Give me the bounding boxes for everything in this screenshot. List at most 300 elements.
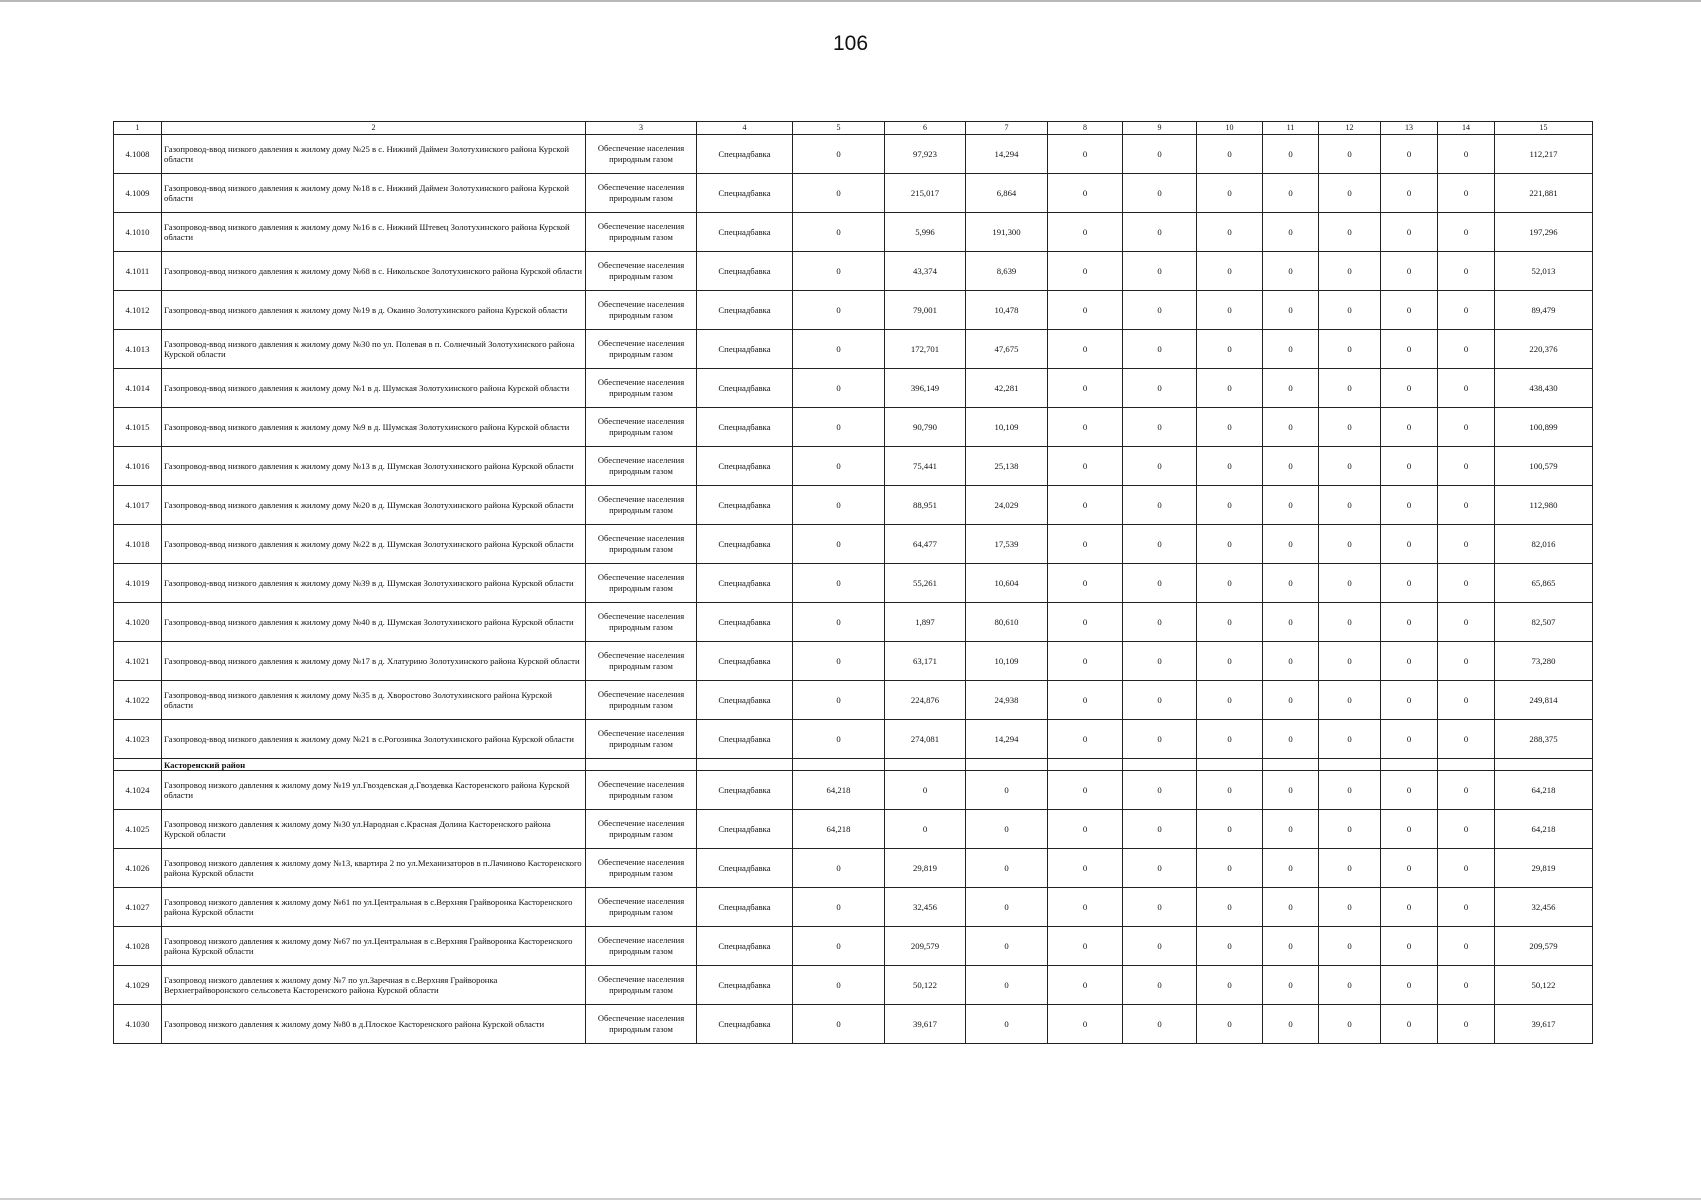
value-cell-12: 0 [1319, 408, 1381, 447]
value-cell-6: 88,951 [885, 486, 966, 525]
value-cell-8: 0 [1048, 810, 1123, 849]
value-cell-13: 0 [1381, 681, 1438, 720]
value-cell-11: 0 [1263, 720, 1319, 759]
value-cell-7: 24,029 [966, 486, 1048, 525]
column-number-header-row [114, 122, 1593, 135]
table-row [114, 888, 1593, 927]
value-cell-7: 10,109 [966, 642, 1048, 681]
value-cell-13: 0 [1381, 564, 1438, 603]
purpose-cell: Обеспечение населения природным газом [586, 525, 697, 564]
total-cell: 52,013 [1495, 252, 1593, 291]
value-cell-7: 25,138 [966, 447, 1048, 486]
description-cell: Газопровод-ввод низкого давления к жилому дому №18 в с. Нижний Даймен Золотухинского района Курской области [162, 174, 586, 213]
funding-source-cell: Спецнадбавка [697, 966, 793, 1005]
value-cell-8: 0 [1048, 1005, 1123, 1044]
value-cell-12: 0 [1319, 849, 1381, 888]
value-cell-5: 0 [793, 408, 885, 447]
row-id-cell: 4.1015 [114, 408, 162, 447]
value-cell-8: 0 [1048, 927, 1123, 966]
value-cell-10: 0 [1197, 603, 1263, 642]
column-header-13: 13 [1381, 122, 1438, 135]
section-empty-cell [697, 759, 793, 771]
column-header-4: 4 [697, 122, 793, 135]
value-cell-11: 0 [1263, 603, 1319, 642]
value-cell-11: 0 [1263, 291, 1319, 330]
description-cell: Газопровод-ввод низкого давления к жилому дому №68 в с. Никольское Золотухинского района Курской области [162, 252, 586, 291]
value-cell-7: 8,639 [966, 252, 1048, 291]
value-cell-7: 0 [966, 771, 1048, 810]
value-cell-14: 0 [1438, 174, 1495, 213]
value-cell-10: 0 [1197, 564, 1263, 603]
row-id-cell: 4.1016 [114, 447, 162, 486]
section-empty-cell [1438, 759, 1495, 771]
value-cell-7: 10,478 [966, 291, 1048, 330]
value-cell-6: 97,923 [885, 135, 966, 174]
value-cell-9: 0 [1123, 849, 1197, 888]
description-cell: Газопровод низкого давления к жилому дому №61 по ул.Центральная в с.Верхняя Грайворонка Касторенского района Курской области [162, 888, 586, 927]
section-empty-cell [1123, 759, 1197, 771]
value-cell-14: 0 [1438, 369, 1495, 408]
value-cell-11: 0 [1263, 525, 1319, 564]
value-cell-5: 0 [793, 966, 885, 1005]
value-cell-9: 0 [1123, 720, 1197, 759]
value-cell-9: 0 [1123, 291, 1197, 330]
value-cell-8: 0 [1048, 888, 1123, 927]
row-id-cell: 4.1025 [114, 810, 162, 849]
value-cell-6: 32,456 [885, 888, 966, 927]
value-cell-10: 0 [1197, 771, 1263, 810]
column-header-2: 2 [162, 122, 586, 135]
section-empty-cell [793, 759, 885, 771]
value-cell-12: 0 [1319, 447, 1381, 486]
total-cell: 100,899 [1495, 408, 1593, 447]
value-cell-8: 0 [1048, 603, 1123, 642]
total-cell: 197,296 [1495, 213, 1593, 252]
value-cell-6: 29,819 [885, 849, 966, 888]
value-cell-10: 0 [1197, 291, 1263, 330]
total-cell: 221,881 [1495, 174, 1593, 213]
funding-source-cell: Спецнадбавка [697, 720, 793, 759]
value-cell-9: 0 [1123, 213, 1197, 252]
table-row [114, 369, 1593, 408]
value-cell-5: 0 [793, 525, 885, 564]
value-cell-5: 64,218 [793, 771, 885, 810]
table-row [114, 564, 1593, 603]
value-cell-14: 0 [1438, 642, 1495, 681]
purpose-cell: Обеспечение населения природным газом [586, 135, 697, 174]
value-cell-5: 0 [793, 330, 885, 369]
value-cell-9: 0 [1123, 771, 1197, 810]
value-cell-14: 0 [1438, 135, 1495, 174]
funding-source-cell: Спецнадбавка [697, 642, 793, 681]
value-cell-5: 0 [793, 213, 885, 252]
total-cell: 39,617 [1495, 1005, 1593, 1044]
table-row [114, 213, 1593, 252]
purpose-cell: Обеспечение населения природным газом [586, 966, 697, 1005]
value-cell-8: 0 [1048, 291, 1123, 330]
value-cell-11: 0 [1263, 330, 1319, 369]
table-row [114, 291, 1593, 330]
value-cell-8: 0 [1048, 720, 1123, 759]
value-cell-11: 0 [1263, 927, 1319, 966]
value-cell-10: 0 [1197, 810, 1263, 849]
section-empty-cell [1381, 759, 1438, 771]
value-cell-12: 0 [1319, 174, 1381, 213]
purpose-cell: Обеспечение населения природным газом [586, 681, 697, 720]
value-cell-7: 80,610 [966, 603, 1048, 642]
value-cell-10: 0 [1197, 447, 1263, 486]
column-header-6: 6 [885, 122, 966, 135]
description-cell: Газопровод-ввод низкого давления к жилому дому №35 в д. Хворостово Золотухинского района Курской области [162, 681, 586, 720]
value-cell-8: 0 [1048, 330, 1123, 369]
description-cell: Газопровод-ввод низкого давления к жилому дому №9 в д. Шумская Золотухинского района Курской области [162, 408, 586, 447]
value-cell-5: 0 [793, 486, 885, 525]
row-id-cell: 4.1010 [114, 213, 162, 252]
purpose-cell: Обеспечение населения природным газом [586, 174, 697, 213]
value-cell-9: 0 [1123, 1005, 1197, 1044]
value-cell-13: 0 [1381, 174, 1438, 213]
row-id-cell: 4.1018 [114, 525, 162, 564]
value-cell-14: 0 [1438, 681, 1495, 720]
description-cell: Газопровод-ввод низкого давления к жилому дому №17 в д. Хлатурино Золотухинского района Курской области [162, 642, 586, 681]
value-cell-10: 0 [1197, 213, 1263, 252]
value-cell-6: 75,441 [885, 447, 966, 486]
value-cell-11: 0 [1263, 447, 1319, 486]
section-title: Касторенский район [162, 759, 586, 771]
funding-source-cell: Спецнадбавка [697, 603, 793, 642]
funding-source-cell: Спецнадбавка [697, 486, 793, 525]
value-cell-9: 0 [1123, 369, 1197, 408]
funding-source-cell: Спецнадбавка [697, 564, 793, 603]
value-cell-8: 0 [1048, 771, 1123, 810]
purpose-cell: Обеспечение населения природным газом [586, 603, 697, 642]
value-cell-7: 0 [966, 927, 1048, 966]
total-cell: 73,280 [1495, 642, 1593, 681]
value-cell-6: 5,996 [885, 213, 966, 252]
value-cell-9: 0 [1123, 603, 1197, 642]
value-cell-8: 0 [1048, 447, 1123, 486]
value-cell-6: 64,477 [885, 525, 966, 564]
section-empty-cell [1319, 759, 1381, 771]
value-cell-10: 0 [1197, 486, 1263, 525]
funding-source-cell: Спецнадбавка [697, 291, 793, 330]
column-header-11: 11 [1263, 122, 1319, 135]
value-cell-7: 0 [966, 888, 1048, 927]
value-cell-12: 0 [1319, 720, 1381, 759]
row-id-cell: 4.1017 [114, 486, 162, 525]
column-header-12: 12 [1319, 122, 1381, 135]
value-cell-13: 0 [1381, 408, 1438, 447]
purpose-cell: Обеспечение населения природным газом [586, 771, 697, 810]
funding-source-cell: Спецнадбавка [697, 213, 793, 252]
total-cell: 220,376 [1495, 330, 1593, 369]
table-row [114, 681, 1593, 720]
description-cell: Газопровод низкого давления к жилому дому №80 в д.Плоское Касторенского района Курской области [162, 1005, 586, 1044]
value-cell-13: 0 [1381, 966, 1438, 1005]
section-empty-cell [586, 759, 697, 771]
purpose-cell: Обеспечение населения природным газом [586, 291, 697, 330]
purpose-cell: Обеспечение населения природным газом [586, 330, 697, 369]
value-cell-10: 0 [1197, 966, 1263, 1005]
value-cell-13: 0 [1381, 135, 1438, 174]
row-id-cell: 4.1022 [114, 681, 162, 720]
value-cell-12: 0 [1319, 135, 1381, 174]
value-cell-6: 396,149 [885, 369, 966, 408]
total-cell: 64,218 [1495, 810, 1593, 849]
value-cell-7: 0 [966, 810, 1048, 849]
value-cell-14: 0 [1438, 810, 1495, 849]
description-cell: Газопровод низкого давления к жилому дому №7 по ул.Заречная в с.Верхняя Грайворонка Верхнеграйворонского сельсовета Касторенского района Курской области [162, 966, 586, 1005]
row-id-cell: 4.1027 [114, 888, 162, 927]
value-cell-7: 191,300 [966, 213, 1048, 252]
value-cell-11: 0 [1263, 1005, 1319, 1044]
value-cell-7: 14,294 [966, 135, 1048, 174]
table-row [114, 603, 1593, 642]
value-cell-9: 0 [1123, 966, 1197, 1005]
table-row [114, 252, 1593, 291]
table-row [114, 642, 1593, 681]
value-cell-14: 0 [1438, 213, 1495, 252]
value-cell-13: 0 [1381, 525, 1438, 564]
value-cell-10: 0 [1197, 888, 1263, 927]
value-cell-9: 0 [1123, 330, 1197, 369]
value-cell-13: 0 [1381, 642, 1438, 681]
value-cell-5: 0 [793, 681, 885, 720]
table-row [114, 1005, 1593, 1044]
value-cell-12: 0 [1319, 771, 1381, 810]
total-cell: 65,865 [1495, 564, 1593, 603]
value-cell-5: 0 [793, 1005, 885, 1044]
value-cell-10: 0 [1197, 408, 1263, 447]
value-cell-12: 0 [1319, 966, 1381, 1005]
description-cell: Газопровод-ввод низкого давления к жилому дому №25 в с. Нижний Даймен Золотухинского района Курской области [162, 135, 586, 174]
description-cell: Газопровод-ввод низкого давления к жилому дому №39 в д. Шумская Золотухинского района Курской области [162, 564, 586, 603]
table-body [114, 135, 1593, 1044]
description-cell: Газопровод-ввод низкого давления к жилому дому №16 в с. Нижний Штевец Золотухинского района Курской области [162, 213, 586, 252]
value-cell-10: 0 [1197, 525, 1263, 564]
funding-source-cell: Спецнадбавка [697, 681, 793, 720]
total-cell: 29,819 [1495, 849, 1593, 888]
value-cell-10: 0 [1197, 927, 1263, 966]
value-cell-11: 0 [1263, 966, 1319, 1005]
value-cell-6: 172,701 [885, 330, 966, 369]
total-cell: 50,122 [1495, 966, 1593, 1005]
value-cell-14: 0 [1438, 486, 1495, 525]
total-cell: 112,980 [1495, 486, 1593, 525]
total-cell: 288,375 [1495, 720, 1593, 759]
value-cell-9: 0 [1123, 486, 1197, 525]
value-cell-6: 39,617 [885, 1005, 966, 1044]
total-cell: 438,430 [1495, 369, 1593, 408]
value-cell-8: 0 [1048, 966, 1123, 1005]
row-id-cell: 4.1028 [114, 927, 162, 966]
section-header-row [114, 759, 1593, 771]
value-cell-10: 0 [1197, 174, 1263, 213]
value-cell-10: 0 [1197, 369, 1263, 408]
value-cell-12: 0 [1319, 486, 1381, 525]
value-cell-9: 0 [1123, 564, 1197, 603]
row-id-cell: 4.1012 [114, 291, 162, 330]
section-empty-cell [885, 759, 966, 771]
value-cell-6: 63,171 [885, 642, 966, 681]
table-row [114, 849, 1593, 888]
value-cell-14: 0 [1438, 330, 1495, 369]
column-header-10: 10 [1197, 122, 1263, 135]
value-cell-11: 0 [1263, 174, 1319, 213]
total-cell: 89,479 [1495, 291, 1593, 330]
section-empty-cell [1495, 759, 1593, 771]
value-cell-7: 42,281 [966, 369, 1048, 408]
value-cell-12: 0 [1319, 291, 1381, 330]
value-cell-14: 0 [1438, 771, 1495, 810]
value-cell-14: 0 [1438, 927, 1495, 966]
section-empty-cell [1197, 759, 1263, 771]
value-cell-10: 0 [1197, 720, 1263, 759]
description-cell: Газопровод-ввод низкого давления к жилому дому №1 в д. Шумская Золотухинского района Курской области [162, 369, 586, 408]
value-cell-13: 0 [1381, 486, 1438, 525]
value-cell-13: 0 [1381, 213, 1438, 252]
value-cell-8: 0 [1048, 486, 1123, 525]
value-cell-14: 0 [1438, 888, 1495, 927]
funding-source-cell: Спецнадбавка [697, 174, 793, 213]
description-cell: Газопровод низкого давления к жилому дому №19 ул.Гвоздевская д.Гвоздевка Касторенского района Курской области [162, 771, 586, 810]
row-id-cell: 4.1009 [114, 174, 162, 213]
value-cell-12: 0 [1319, 213, 1381, 252]
value-cell-11: 0 [1263, 408, 1319, 447]
value-cell-6: 0 [885, 771, 966, 810]
value-cell-5: 0 [793, 603, 885, 642]
purpose-cell: Обеспечение населения природным газом [586, 927, 697, 966]
value-cell-11: 0 [1263, 810, 1319, 849]
purpose-cell: Обеспечение населения природным газом [586, 1005, 697, 1044]
funding-source-cell: Спецнадбавка [697, 888, 793, 927]
value-cell-6: 79,001 [885, 291, 966, 330]
value-cell-12: 0 [1319, 681, 1381, 720]
description-cell: Газопровод низкого давления к жилому дому №30 ул.Народная с.Красная Долина Касторенского района Курской области [162, 810, 586, 849]
value-cell-14: 0 [1438, 408, 1495, 447]
row-id-cell: 4.1011 [114, 252, 162, 291]
value-cell-12: 0 [1319, 810, 1381, 849]
funding-source-cell: Спецнадбавка [697, 771, 793, 810]
value-cell-11: 0 [1263, 771, 1319, 810]
value-cell-7: 6,864 [966, 174, 1048, 213]
column-header-15: 15 [1495, 122, 1593, 135]
purpose-cell: Обеспечение населения природным газом [586, 447, 697, 486]
value-cell-7: 10,109 [966, 408, 1048, 447]
value-cell-10: 0 [1197, 252, 1263, 291]
value-cell-10: 0 [1197, 642, 1263, 681]
value-cell-8: 0 [1048, 369, 1123, 408]
table-row [114, 135, 1593, 174]
funding-source-cell: Спецнадбавка [697, 525, 793, 564]
value-cell-6: 55,261 [885, 564, 966, 603]
purpose-cell: Обеспечение населения природным газом [586, 849, 697, 888]
purpose-cell: Обеспечение населения природным газом [586, 408, 697, 447]
value-cell-11: 0 [1263, 642, 1319, 681]
row-id-cell: 4.1019 [114, 564, 162, 603]
value-cell-7: 0 [966, 1005, 1048, 1044]
value-cell-14: 0 [1438, 720, 1495, 759]
value-cell-13: 0 [1381, 291, 1438, 330]
value-cell-11: 0 [1263, 564, 1319, 603]
value-cell-6: 209,579 [885, 927, 966, 966]
purpose-cell: Обеспечение населения природным газом [586, 564, 697, 603]
value-cell-8: 0 [1048, 681, 1123, 720]
value-cell-7: 10,604 [966, 564, 1048, 603]
row-id-cell: 4.1008 [114, 135, 162, 174]
value-cell-9: 0 [1123, 174, 1197, 213]
total-cell: 209,579 [1495, 927, 1593, 966]
table-row [114, 174, 1593, 213]
value-cell-11: 0 [1263, 681, 1319, 720]
value-cell-12: 0 [1319, 330, 1381, 369]
value-cell-5: 0 [793, 174, 885, 213]
purpose-cell: Обеспечение населения природным газом [586, 369, 697, 408]
table-row [114, 525, 1593, 564]
section-empty-cell [1263, 759, 1319, 771]
value-cell-11: 0 [1263, 135, 1319, 174]
value-cell-5: 0 [793, 447, 885, 486]
funding-source-cell: Спецнадбавка [697, 810, 793, 849]
value-cell-8: 0 [1048, 174, 1123, 213]
value-cell-11: 0 [1263, 252, 1319, 291]
table-row [114, 720, 1593, 759]
row-id-cell: 4.1024 [114, 771, 162, 810]
value-cell-5: 64,218 [793, 810, 885, 849]
table-row [114, 447, 1593, 486]
value-cell-5: 0 [793, 564, 885, 603]
funding-source-cell: Спецнадбавка [697, 330, 793, 369]
value-cell-12: 0 [1319, 888, 1381, 927]
value-cell-5: 0 [793, 135, 885, 174]
row-id-cell: 4.1020 [114, 603, 162, 642]
column-header-7: 7 [966, 122, 1048, 135]
funding-source-cell: Спецнадбавка [697, 1005, 793, 1044]
scan-edge-top [0, 0, 1701, 2]
value-cell-10: 0 [1197, 1005, 1263, 1044]
section-blank-cell [114, 759, 162, 771]
value-cell-13: 0 [1381, 810, 1438, 849]
table-row [114, 330, 1593, 369]
value-cell-7: 17,539 [966, 525, 1048, 564]
value-cell-12: 0 [1319, 1005, 1381, 1044]
value-cell-11: 0 [1263, 849, 1319, 888]
total-cell: 100,579 [1495, 447, 1593, 486]
funding-source-cell: Спецнадбавка [697, 849, 793, 888]
value-cell-8: 0 [1048, 849, 1123, 888]
value-cell-8: 0 [1048, 213, 1123, 252]
value-cell-12: 0 [1319, 642, 1381, 681]
value-cell-9: 0 [1123, 681, 1197, 720]
value-cell-12: 0 [1319, 525, 1381, 564]
row-id-cell: 4.1023 [114, 720, 162, 759]
column-header-9: 9 [1123, 122, 1197, 135]
row-id-cell: 4.1013 [114, 330, 162, 369]
value-cell-12: 0 [1319, 564, 1381, 603]
purpose-cell: Обеспечение населения природным газом [586, 810, 697, 849]
value-cell-6: 50,122 [885, 966, 966, 1005]
value-cell-10: 0 [1197, 135, 1263, 174]
value-cell-5: 0 [793, 642, 885, 681]
value-cell-9: 0 [1123, 642, 1197, 681]
column-header-14: 14 [1438, 122, 1495, 135]
value-cell-13: 0 [1381, 603, 1438, 642]
value-cell-7: 47,675 [966, 330, 1048, 369]
value-cell-13: 0 [1381, 771, 1438, 810]
value-cell-9: 0 [1123, 252, 1197, 291]
funding-source-cell: Спецнадбавка [697, 369, 793, 408]
column-header-3: 3 [586, 122, 697, 135]
